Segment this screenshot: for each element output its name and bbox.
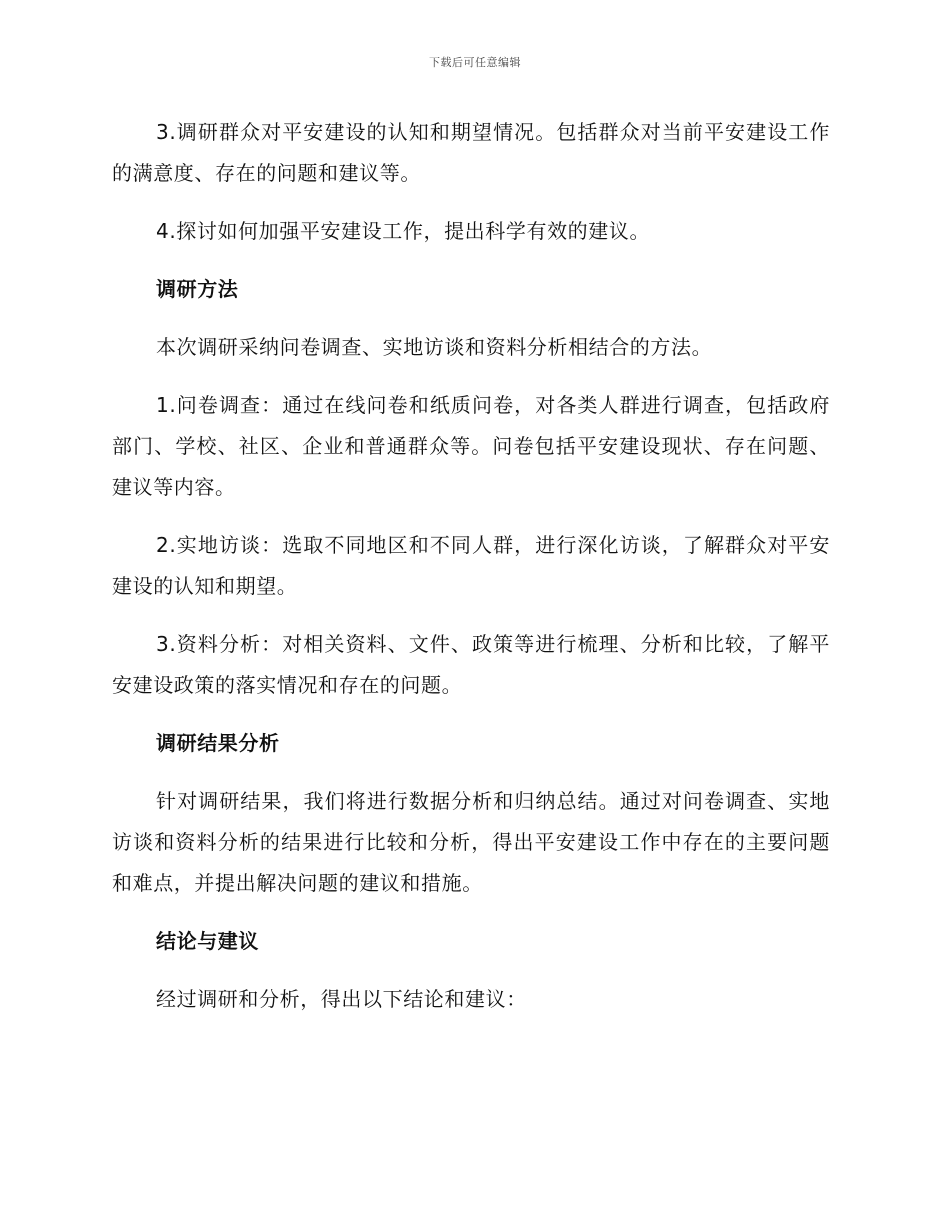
heading-research-methods: 调研方法 (156, 277, 239, 301)
heading-results-analysis: 调研结果分析 (156, 731, 280, 755)
paragraph-objective-4: 4.探讨如何加强平安建设工作，提出科学有效的建议。 (156, 219, 651, 243)
paragraph-method-document-analysis: 3.资料分析：对相关资料、文件、政策等进行梳理、分析和比较，了解平安建设政策的落实情况和存在的问题。 (112, 632, 830, 697)
paragraph-methods-intro: 本次调研采纳问卷调查、实地访谈和资料分析相结合的方法。 (156, 335, 713, 359)
document-body (112, 112, 830, 1020)
heading-conclusions: 结论与建议 (156, 929, 259, 953)
paragraph-method-interview: 2.实地访谈：选取不同地区和不同人群，进行深化访谈，了解群众对平安建设的认知和期望。 (112, 533, 830, 598)
paragraph-method-questionnaire: 1.问卷调查：通过在线问卷和纸质问卷，对各类人群进行调查，包括政府部门、学校、社区、企业和普通群众等。问卷包括平安建设现状、存在问题、建议等内容。 (112, 393, 830, 499)
paragraph-objective-3: 3.调研群众对平安建设的认知和期望情况。包括群众对当前平安建设工作的满意度、存在的问题和建议等。 (112, 120, 830, 185)
paragraph-conclusions-intro: 经过调研和分析，得出以下结论和建议： (156, 987, 527, 1011)
header-note: 下载后可任意编辑 (429, 56, 521, 69)
paragraph-results-analysis: 针对调研结果，我们将进行数据分析和归纳总结。通过对问卷调查、实地访谈和资料分析的结果进行比较和分析，得出平安建设工作中存在的主要问题和难点，并提出解决问题的建议和措施。 (112, 789, 830, 895)
